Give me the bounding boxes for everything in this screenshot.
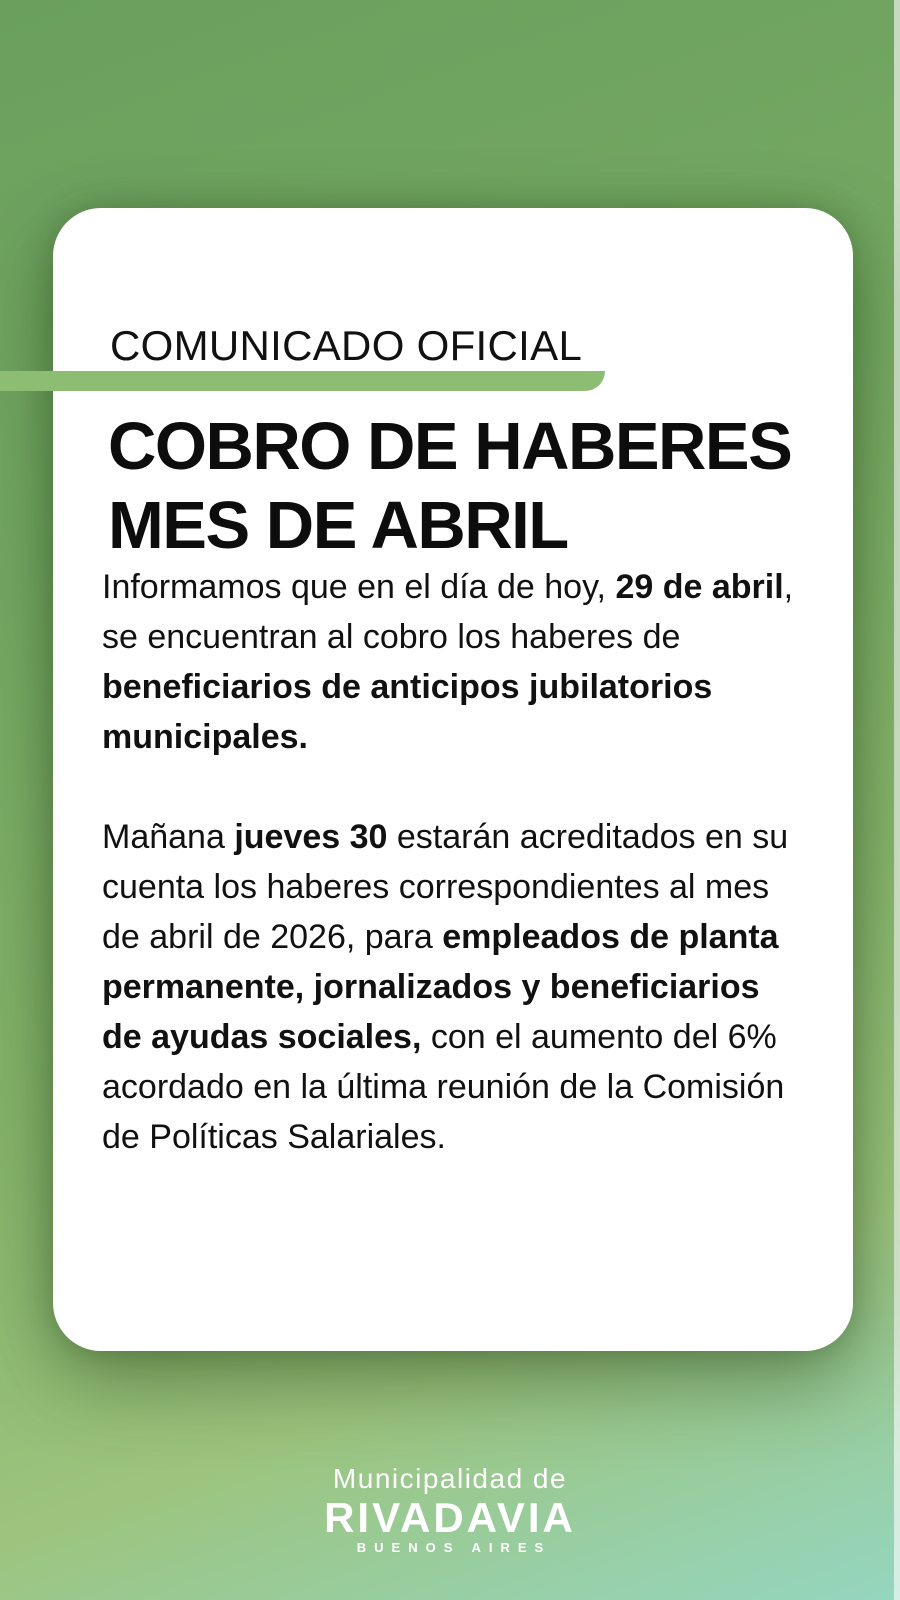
p1-bold-1: 29 de abril [615,568,784,606]
p2-text-1: Mañana [102,818,235,856]
p2-bold-1: jueves 30 [234,818,388,856]
p1-text-1: Informamos que en el día de hoy, [102,568,616,606]
logo-sub-text: BUENOS AIRES [356,1540,552,1555]
p2-text-2: estarán acreditados en su cuenta los haberes correspondientes al mes de abril de 2026, para [102,818,789,956]
page-right-edge [894,0,900,1600]
page-title [108,407,791,565]
kicker-underline [0,371,605,391]
p1-bold-2: beneficiarios de anticipos jubilatorios municipales. [102,668,713,756]
p2-bold-2: empleados de planta permanente, jornalizados y beneficiarios de ayudas sociales, [102,918,779,1056]
logo-top-text: Municipalidad de [332,1463,568,1494]
title-line-1: COBRO DE HABERES [108,409,792,484]
logo-main-text: RIVADAVIA [324,1494,576,1541]
p2-text-3: con el aumento del 6% acordado en la última reunión de la Comisión de Políticas Salariales. [102,1018,785,1156]
municipality-logo [300,1462,600,1556]
paragraph-1 [102,562,802,762]
kicker-label: COMUNICADO OFICIAL [110,322,583,369]
announcement-body [102,562,802,1162]
p1-text-2: , se encuentran al cobro los haberes de [102,568,794,656]
paragraph-2 [102,812,802,1162]
title-line-2: MES DE ABRIL [108,488,568,563]
